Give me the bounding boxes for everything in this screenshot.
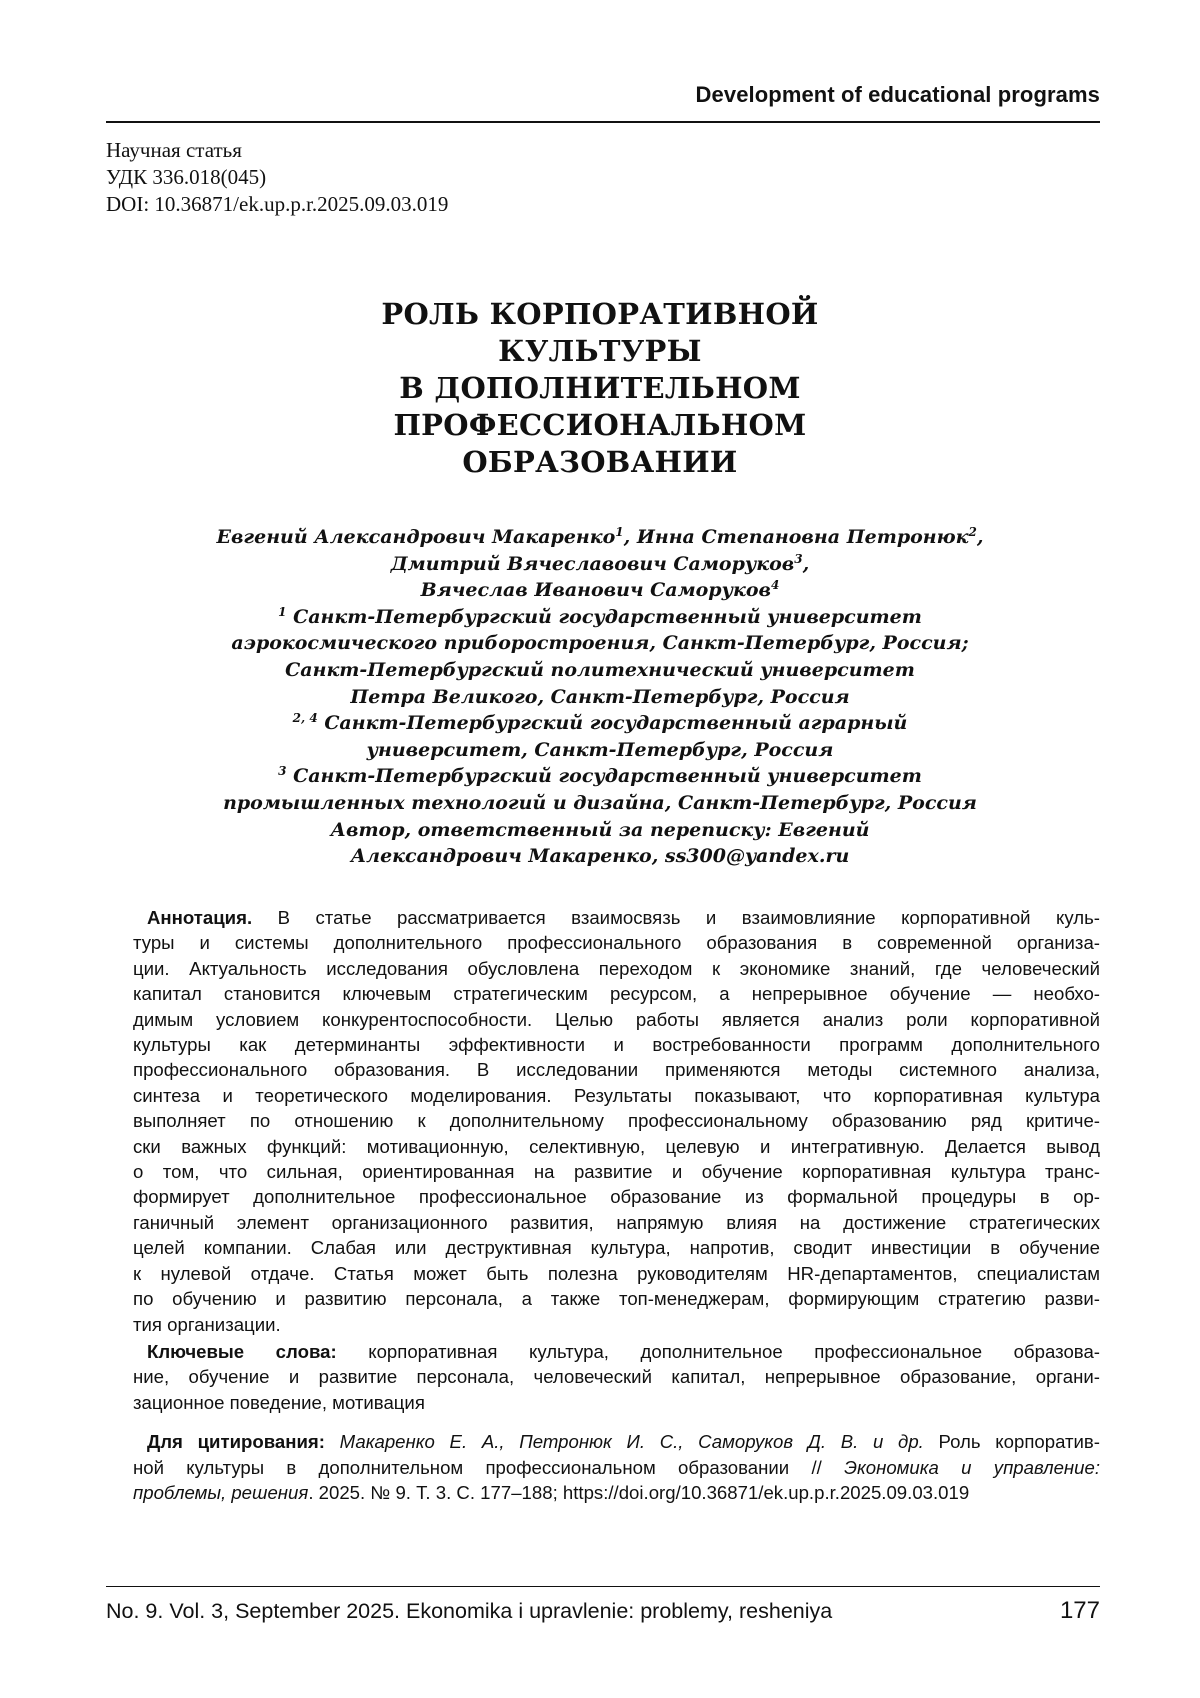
correspondence-line[interactable]: Александрович Макаренко, ss300@yandex.ru — [350, 845, 850, 868]
author-sup: 2 — [968, 525, 977, 539]
udc-code: УДК 336.018(045) — [106, 165, 267, 189]
keywords-line — [147, 1339, 1100, 1364]
article-type: Научная статья — [106, 138, 242, 162]
affiliation-text: Санкт-Петербургский государственный аграрный — [324, 712, 908, 735]
abstract-label: Аннотация. — [147, 907, 253, 928]
author-sup: 4 — [770, 578, 780, 593]
abstract-line: капитал становится ключевым стратегическим ресурсом, а непрерывное обучение — необхо- — [133, 983, 1100, 1005]
article-title — [300, 296, 900, 481]
citation-text: ной культуры в дополнительном профессиональном образовании // — [133, 1456, 822, 1478]
abstract-line — [147, 905, 1100, 930]
authors-block — [130, 524, 1070, 870]
citation-journal: проблемы, решения — [133, 1481, 309, 1503]
citation-journal: Экономика и управление: — [844, 1456, 1100, 1478]
title-line: ОБРАЗОВАНИИ — [462, 445, 738, 479]
title-line: ПРОФЕССИОНАЛЬНОМ — [393, 408, 807, 442]
affiliation-sup: 1 — [278, 604, 287, 619]
keywords-text: корпоративная культура, дополнительное профессиональное образова- — [368, 1340, 1100, 1362]
author-sup: 3 — [794, 551, 803, 566]
authors-line — [130, 577, 1070, 604]
author-name: Евгений Александрович Макаренко — [216, 526, 616, 548]
title-line: КУЛЬТУРЫ — [498, 334, 702, 368]
affiliation-text: Санкт-Петербургский государственный университет — [293, 605, 922, 628]
abstract-line: выполняет по отношению к дополнительному профессиональному образованию ряд критиче- — [133, 1110, 1100, 1132]
abstract-line: по обучению и развитию персонала, а также топ-менеджерам, формирующим стратегию разви- — [133, 1288, 1100, 1310]
doi[interactable]: DOI: 10.36871/ek.up.p.r.2025.09.03.019 — [106, 192, 449, 216]
title-line: РОЛЬ КОРПОРАТИВНОЙ — [381, 297, 819, 331]
abstract-text: В статье рассматривается взаимосвязь и взаимовлияние корпоративной куль- — [277, 907, 1100, 928]
author-sup: 1 — [615, 525, 624, 539]
footer-journal: No. 9. Vol. 3, September 2025. Ekonomika i upravlenie: problemy, resheniya — [106, 1599, 833, 1623]
affiliation-line: Петра Великого, Санкт-Петербург, Россия — [350, 685, 850, 708]
affiliation-line — [130, 604, 1070, 631]
affiliation-text: Санкт-Петербургский государственный университет — [293, 765, 922, 788]
abstract-line: о том, что сильная, ориентированная на развитие и обучение корпоративная культура транс- — [133, 1161, 1100, 1183]
affiliation-sup: 3 — [278, 764, 287, 779]
abstract-line: культуры как детерминанты эффективности и востребованности программ дополнительного — [133, 1034, 1100, 1056]
title-line: В ДОПОЛНИТЕЛЬНОМ — [399, 371, 801, 405]
abstract-line: тия организации. — [133, 1313, 281, 1335]
citation-authors: Макаренко Е. А., Петронюк И. С., Саморуков Д. В. и др. — [339, 1431, 924, 1453]
citation-label: Для цитирования: — [147, 1431, 325, 1453]
citation-line — [133, 1480, 1100, 1505]
header-rule — [106, 121, 1100, 123]
affiliation-line: промышленных технологий и дизайна, Санкт-Петербург, Россия — [223, 791, 977, 814]
correspondence-line: Автор, ответственный за переписку: Евгений — [330, 818, 870, 841]
footer-rule — [106, 1586, 1100, 1587]
abstract-line: ски важных функций: мотивационную, селективную, целевую и интегративную. Делается вывод — [133, 1135, 1100, 1157]
abstract-line: синтеза и теоретического моделирования. Результаты показывают, что корпоративная культура — [133, 1084, 1100, 1106]
abstract-line: формирует дополнительное профессиональное образование из формальной процедуры в ор- — [133, 1186, 1100, 1208]
affiliation-line: аэрокосмического приборостроения, Санкт-Петербург, Россия; — [231, 632, 969, 655]
citation-doi[interactable]: . 2025. № 9. Т. 3. С. 177–188; https://doi.org/10.36871/ek.up.p.r.2025.09.03.019 — [308, 1481, 970, 1503]
abstract-line: димым условием конкурентоспособности. Целью работы является анализ роли корпоративной — [133, 1008, 1100, 1030]
affiliation-line: Санкт-Петербургский политехнический университет — [285, 658, 915, 681]
citation-text: Роль корпоратив- — [938, 1431, 1100, 1453]
author-name: Вячеслав Иванович Саморуков — [420, 579, 771, 602]
keywords-line: зационное поведение, мотивация — [133, 1391, 425, 1413]
authors-line: Дмитрий Вячеславович Саморуков$^3$, — [390, 551, 810, 575]
keywords-line: ние, обучение и развитие персонала, человеческий капитал, непрерывное образование, органи- — [133, 1366, 1100, 1388]
abstract-line: ции. Актуальность исследования обусловлена переходом к экономике знаний, где человеческий — [133, 957, 1100, 979]
abstract-block — [133, 905, 1100, 1505]
abstract-line: туры и системы дополнительного профессионального образования в современной организа- — [133, 932, 1100, 954]
affiliation-line: университет, Санкт-Петербург, Россия — [366, 738, 834, 761]
keywords-label: Ключевые слова: — [147, 1340, 337, 1362]
abstract-line: целей компании. Слабая или деструктивная культура, напротив, сводит инвестиции в обучение — [133, 1237, 1100, 1259]
article-meta — [106, 137, 448, 218]
affiliation-line — [130, 710, 1070, 737]
running-head: Development of educational programs — [695, 82, 1100, 107]
abstract-line: к нулевой отдаче. Статья может быть полезна руководителям HR-департаментов, специалистам — [133, 1262, 1100, 1284]
citation-line — [133, 1455, 1100, 1480]
author-name: Инна Степановна Петронюк — [636, 526, 969, 548]
abstract-line: ганичный элемент организационного развития, напрямую влияя на достижение стратегических — [133, 1211, 1100, 1233]
author-name: Дмитрий Вячеславович Саморуков — [390, 552, 795, 575]
page-number: 177 — [1059, 1597, 1100, 1624]
abstract-line: профессионального образования. В исследовании применяются методы системного анализа, — [133, 1059, 1100, 1081]
citation-line — [147, 1429, 1100, 1454]
affiliation-sup: 2, 4 — [292, 711, 318, 726]
authors-line: Евгений Александрович Макаренко$^1$, Инна Степановна Петронюк$^2$, — [216, 525, 984, 548]
affiliation-line — [130, 763, 1070, 790]
